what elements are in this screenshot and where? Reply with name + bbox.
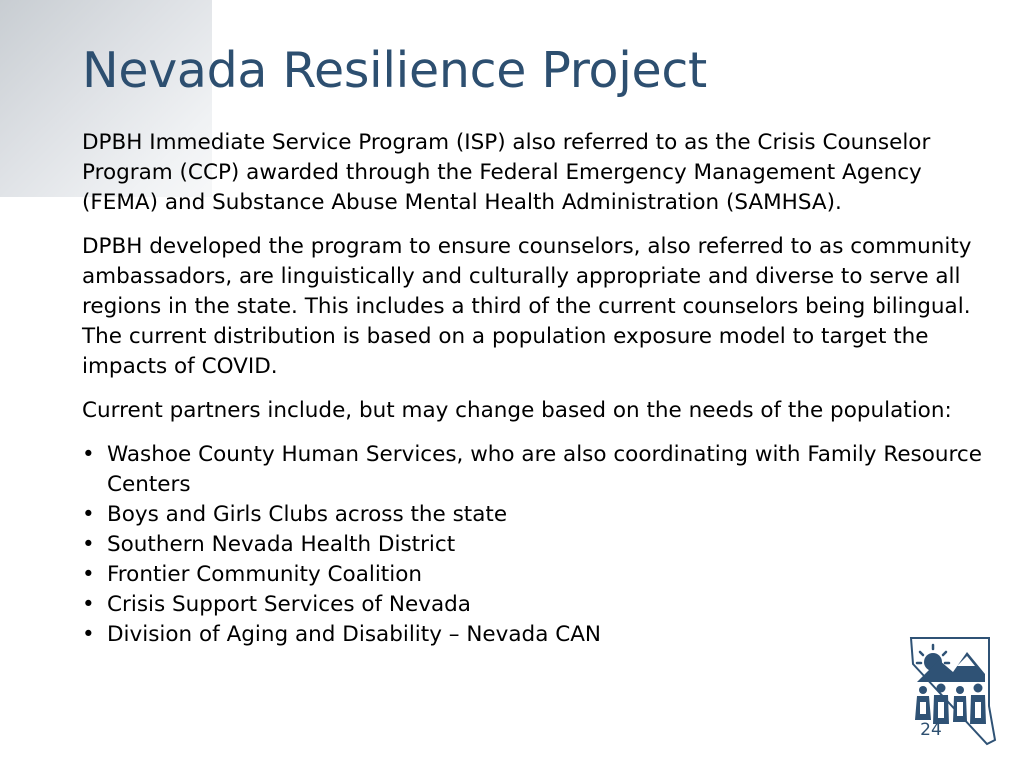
- partner-item: [82, 560, 992, 590]
- partner-item: [82, 530, 992, 560]
- partner-label: Division of Aging and Disability – Nevada CAN: [107, 622, 602, 647]
- partner-item: [82, 620, 992, 650]
- bullet-dot-icon: •: [82, 442, 95, 467]
- partner-item: [82, 440, 992, 500]
- partner-item: [82, 500, 992, 530]
- slide-body: [82, 128, 992, 650]
- paragraph-counselors: DPBH developed the program to ensure counselors, also referred to as community ambassadors, are linguistically and culturally appropriate and diverse to serve all regions in the state. This includes a third of the current counselors being bilingual. The current distribution is based on a population exposure model to target the impacts of COVID.: [82, 234, 972, 379]
- bullet-dot-icon: •: [82, 592, 95, 617]
- partner-label: Crisis Support Services of Nevada: [107, 592, 471, 617]
- slide-title: Nevada Resilience Project: [82, 42, 707, 99]
- partner-label: Boys and Girls Clubs across the state: [107, 502, 508, 527]
- partner-label: Washoe County Human Services, who are also coordinating with Family Resource Centers: [107, 442, 982, 497]
- partner-label: Southern Nevada Health District: [107, 532, 456, 557]
- partner-item: [82, 590, 992, 620]
- bullet-dot-icon: •: [82, 622, 95, 647]
- partner-label: Frontier Community Coalition: [107, 562, 422, 587]
- page-number: 24: [920, 720, 942, 740]
- bullet-dot-icon: •: [82, 502, 95, 527]
- paragraph-program-description: DPBH Immediate Service Program (ISP) also referred to as the Crisis Counselor Program (CCP) awarded through the Federal Emergency Management Agency (FEMA) and Substance Abuse Mental Health Administration (SAMHSA).: [82, 130, 931, 215]
- bullet-dot-icon: •: [82, 532, 95, 557]
- bullet-dot-icon: •: [82, 562, 95, 587]
- partners-list: [82, 440, 992, 650]
- paragraph-partners-intro: Current partners include, but may change based on the needs of the population:: [82, 398, 952, 423]
